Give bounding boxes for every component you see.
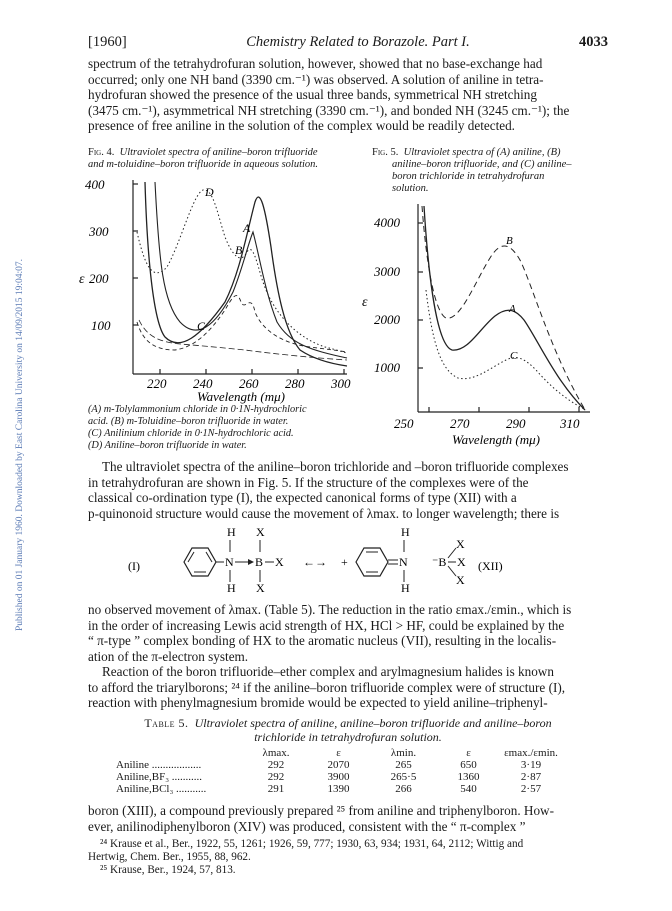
x-tick: 260	[239, 376, 259, 391]
fig4-caption-text: Ultraviolet spectra of aniline–boron trifluoride	[119, 147, 318, 158]
text-line: in tetrahydrofuran are shown in Fig. 5. If the structure of the complexes were of the	[88, 474, 529, 490]
svg-text:X: X	[456, 573, 465, 587]
table5	[116, 747, 561, 795]
table-cell: 265	[395, 759, 412, 771]
footnote: ²⁵ Krause, Ber., 1924, 57, 813.	[100, 864, 236, 876]
svg-text:X: X	[256, 581, 265, 595]
svg-text:H: H	[227, 581, 236, 595]
y-tick: 2000	[374, 312, 400, 327]
table-header	[116, 747, 246, 759]
fig4-caption	[88, 147, 358, 171]
compound-label-i: (I)	[128, 559, 140, 573]
curve-a	[424, 206, 585, 410]
table-cell: 650	[460, 759, 477, 771]
table5-title-text: trichloride in tetrahydrofuran solution.	[254, 730, 442, 744]
chemical-scheme	[88, 522, 608, 594]
curve-label-a: A	[509, 303, 516, 315]
legend-line: (D) Aniline–boron trifluoride in water.	[88, 440, 247, 451]
table-cell: 2·87	[520, 771, 542, 783]
page-number: 4033	[579, 34, 608, 50]
table-header: ε	[336, 747, 341, 759]
x-axis-label: Wavelength (mμ)	[197, 389, 285, 404]
x-tick: 300	[331, 376, 351, 391]
text-line: Reaction of the boron trifluoride–ether complex and arylmagnesium halides is known	[102, 664, 554, 679]
fig4-label: Fig. 4.	[88, 147, 115, 158]
curve-c	[426, 290, 586, 410]
table-cell: 266	[395, 783, 412, 795]
year-label: [1960]	[88, 34, 127, 50]
download-watermark: Published on 01 January 1960. Downloaded by East Carolina University on 14/09/2015 19:04:07.	[15, 258, 25, 632]
intro-paragraph	[88, 56, 608, 134]
x-axis-label: Wavelength (mμ)	[452, 432, 540, 447]
curve-d	[137, 190, 347, 353]
table5-label: Table 5.	[144, 716, 189, 730]
table-cell: 2·57	[520, 783, 542, 795]
fig5-caption-text: Ultraviolet spectra of (A) aniline, (B)	[403, 147, 561, 158]
text-line: presence of free aniline in the solution of the complex would be readily detected.	[88, 118, 515, 133]
text-line: spectrum of the tetrahydrofuran solution, however, showed that no base-exchange had	[88, 56, 543, 71]
x-tick: 270	[450, 416, 470, 431]
svg-text:B: B	[255, 555, 264, 569]
table-row	[116, 771, 561, 783]
fig5-caption	[372, 147, 612, 195]
fig4-caption-text: and m-toluidine–boron trifluoride in aqueous solution.	[88, 159, 319, 170]
table-header: εmax./εmin.	[504, 747, 558, 759]
structure-i-atoms	[216, 525, 284, 595]
body-paragraph	[88, 602, 608, 711]
fig5-label: Fig. 5.	[372, 147, 399, 158]
resonance-arrow: ←→	[303, 555, 327, 569]
table-cell: Aniline ..................	[116, 759, 202, 771]
x-tick: 280	[285, 376, 305, 391]
table-cell: Aniline,BF₃ ...........	[116, 771, 203, 783]
curve-label-a: A	[243, 221, 251, 235]
text-line: no observed movement of λmax. (Table 5). The reduction in the ratio εmax./εmin., which is	[88, 602, 572, 617]
text-line: ever, anilinodiphenylboron (XIV) was produced, consistent with the “ π-complex ”	[88, 818, 526, 834]
fig4-legend	[88, 404, 363, 452]
text-line: reaction with phenylmagnesium bromide would be expected to yield aniline–triphenyl-	[88, 695, 548, 710]
text-line: classical co-ordination type (I), the expected canonical forms of type (XII) with a	[88, 490, 517, 505]
x-tick: 290	[506, 416, 526, 431]
curve-label-b: B	[506, 235, 513, 247]
svg-text:X: X	[457, 555, 466, 569]
svg-text:X: X	[456, 537, 465, 551]
table-cell: 291	[267, 783, 285, 795]
table5-title-text: Ultraviolet spectra of aniline, aniline–boron trifluoride and aniline–boron	[194, 716, 552, 730]
text-line: hydrofuran showed the presence of the usual three bands, symmetrical NH stretching	[88, 87, 537, 102]
text-line: The ultraviolet spectra of the aniline–boron trichloride and –boron trifluoride complexes	[102, 459, 569, 474]
curve-c	[137, 296, 347, 352]
footnotes	[88, 838, 608, 877]
svg-text:H: H	[401, 581, 410, 595]
text-line: occurred; only one NH band (3390 cm.⁻¹) was observed. A solution of aniline in tetra-	[88, 71, 544, 87]
fig5-plot	[350, 200, 615, 452]
body-paragraph	[88, 459, 608, 521]
table-cell: 3900	[327, 771, 350, 783]
structure-xii	[341, 525, 466, 595]
footnote: Hertwig, Chem. Ber., 1955, 88, 962.	[88, 851, 251, 863]
table5-title	[88, 716, 608, 744]
svg-text:X: X	[256, 525, 265, 539]
x-tick: 310	[560, 416, 580, 431]
y-tick: 400	[85, 177, 105, 192]
text-line: “ π-type ” complex bonding of HX to the aromatic nucleus (VII), resulting in the localis-	[88, 633, 557, 648]
table-header: ε	[466, 747, 471, 759]
table-cell: 265·5	[390, 771, 417, 783]
svg-text:N: N	[399, 555, 408, 569]
svg-text:X: X	[275, 555, 284, 569]
y-tick: 1000	[374, 360, 400, 375]
table-row	[116, 759, 561, 771]
legend-line: acid. (B) m-Toluidine–boron trifluoride in water.	[88, 416, 289, 427]
y-tick: 100	[91, 318, 111, 333]
x-tick: 220	[147, 376, 167, 391]
table-cell: 540	[460, 783, 477, 795]
table-header-row	[116, 747, 561, 759]
body-paragraph	[88, 803, 608, 834]
x-tick: 250	[394, 416, 414, 431]
x-tick: 240	[193, 376, 213, 391]
y-tick: 300	[89, 224, 109, 239]
table-cell: 3·19	[520, 759, 542, 771]
table-cell: 1390	[327, 783, 350, 795]
curve-label-b: B	[235, 243, 243, 257]
fig5-caption-text: aniline–boron trifluoride, and (C) aniline–	[392, 159, 572, 170]
fig5-caption-text: solution.	[392, 183, 429, 194]
svg-text:H: H	[401, 525, 410, 539]
svg-text:N: N	[225, 555, 234, 569]
text-line: (3475 cm.⁻¹), asymmetrical NH stretching (3390 cm.⁻¹), and bonded NH (3245 cm.⁻¹); the	[88, 102, 570, 118]
table-cell: 1360	[457, 771, 480, 783]
curve-b	[422, 206, 584, 408]
table-header: λmin.	[390, 747, 417, 759]
curve-c-lower	[139, 320, 347, 360]
table-cell: 2070	[327, 759, 350, 771]
running-title: Chemistry Related to Borazole. Part I.	[246, 34, 470, 50]
compound-label-xii: (XII)	[478, 559, 503, 573]
fig4-plot	[79, 172, 370, 404]
text-line: boron (XIII), a compound previously prepared ²⁵ from aniline and triphenylboron. How-	[88, 803, 554, 818]
y-tick: 4000	[374, 215, 400, 230]
svg-text:+: +	[341, 555, 348, 569]
svg-text:⁻B: ⁻B	[432, 555, 447, 569]
text-line: to afford the triarylborons; ²⁴ if the aniline–boron trifluoride complex were of structure (I),	[88, 679, 566, 695]
text-line: ation of the π-electron system.	[88, 648, 249, 664]
text-line: in the order of increasing Lewis acid strength of HX, HCl > HF, could be explained by the	[88, 617, 565, 633]
table-row	[116, 783, 561, 795]
text-line: p-quinonoid structure would cause the movement of λmax. to longer wavelength; there is	[88, 505, 560, 521]
table-cell: 292	[267, 771, 285, 783]
curve-label-c: C	[510, 350, 518, 362]
legend-line: (A) m-Tolylammonium chloride in 0·1N-hydrochloric	[88, 404, 307, 415]
table-header: λmax.	[262, 747, 290, 759]
y-axis-label: ε	[362, 295, 368, 310]
y-tick: 3000	[374, 264, 400, 279]
y-axis-label: ε	[79, 272, 85, 287]
footnote: ²⁴ Krause et al., Ber., 1922, 55, 1261; 1926, 59, 777; 1930, 63, 934; 1931, 64, 2112; Wittig and	[100, 838, 524, 850]
curve-b	[155, 182, 347, 358]
fig5-caption-text: boron trichloride in tetrahydrofuran	[392, 171, 545, 182]
svg-text:H: H	[227, 525, 236, 539]
legend-line: (C) Anilinium chloride in 0·1N-hydrochloric acid.	[88, 428, 294, 439]
curve-label-d: D	[205, 185, 214, 199]
y-tick: 200	[89, 271, 109, 286]
curve-label-c: C	[197, 319, 206, 333]
table-cell: Aniline,BCl₃ ...........	[116, 783, 207, 795]
table-cell: 292	[267, 759, 285, 771]
curve-a	[145, 182, 347, 366]
